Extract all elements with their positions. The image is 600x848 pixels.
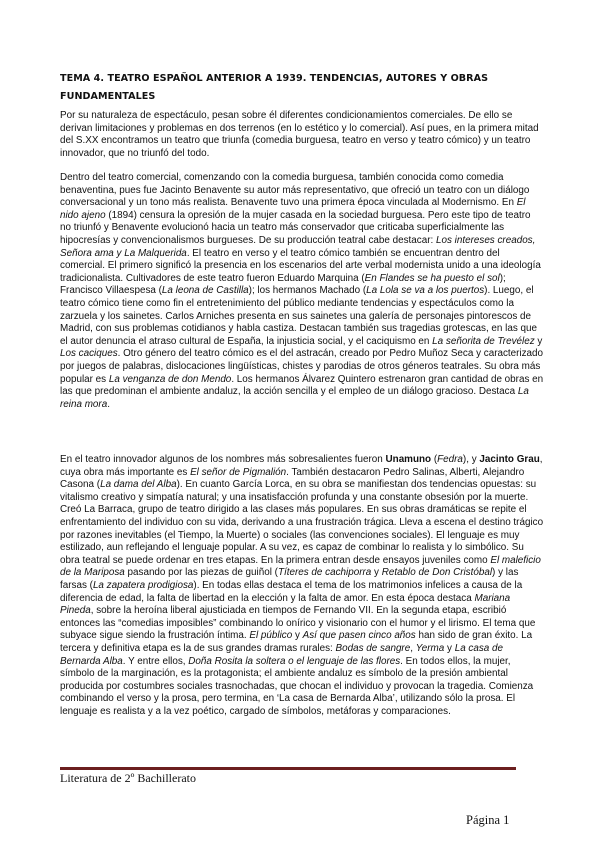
italic-text: Mariana Pineda bbox=[60, 592, 511, 617]
paragraph-text: y bbox=[534, 335, 543, 347]
paragraph-text: , sobre la heroína liberal ajusticiada en tiempos de Fernando VII. En la segunda etapa, escribió entonces las “comedias imposibles” combinando lo onírico y visionario con el humor y el lirismo. El tema que subyace sigue siendo la frustración íntima. bbox=[60, 605, 536, 642]
paragraph-text: y bbox=[371, 567, 382, 579]
italic-text: La casa de Bernarda Alba bbox=[60, 642, 504, 667]
italic-text: Doña Rosita la soltera o el lenguaje de las flores bbox=[188, 655, 401, 667]
paragraph-text: , bbox=[410, 642, 416, 654]
paragraph-text: En el teatro innovador algunos de los nombres más sobresalientes fueron bbox=[60, 454, 386, 465]
italic-text: La dama del Alba bbox=[100, 479, 177, 491]
paragraph-text: ); Francisco Villaespesa ( bbox=[60, 272, 506, 297]
italic-text: Bodas de sangre bbox=[335, 642, 411, 654]
paragraph-intro bbox=[60, 110, 544, 160]
paragraph-text: Por su naturaleza de espectáculo, pesan sobre él diferentes condicionamientos comerciales. De ello se derivan limitaciones y problemas en dos terrenos (en lo estético y lo comercial). Así pues, en la primera mitad del S.XX encontramos un teatro que triunfa (comedia burguesa, teatro en verso y teatro cómico) y un teatro innovador, que no triunfó del todo. bbox=[60, 110, 539, 159]
paragraph-text: y bbox=[292, 630, 303, 642]
italic-text: Los caciques bbox=[60, 348, 118, 360]
italic-text: El maleficio de la Mariposa bbox=[60, 554, 541, 579]
italic-text: La señorita de Trevélez bbox=[432, 335, 535, 347]
italic-text: El señor de Pigmalión bbox=[190, 466, 287, 478]
footer-page-number: Página 1 bbox=[466, 813, 510, 827]
paragraph-text: ) y las farsas ( bbox=[60, 567, 519, 591]
italic-text: La venganza de don Mendo bbox=[108, 373, 232, 385]
paragraph-commercial-theatre bbox=[60, 172, 544, 411]
paragraph-text: . bbox=[107, 398, 110, 410]
bold-text: Unamuno bbox=[385, 454, 432, 465]
paragraph-text: han sido de gran éxito. La tercera y definitiva etapa es la de sus grandes dramas rurales: bbox=[60, 630, 533, 654]
footer-rule bbox=[60, 767, 516, 770]
paragraph-text: . También destacaron Pedro Salinas, Alberti, Alejandro Casona ( bbox=[60, 466, 525, 491]
italic-text: Retablo de Don Cristóbal bbox=[381, 567, 493, 579]
paragraph-text: . El teatro en verso y el teatro cómico también se encuentran dentro del comercial. El primero significó la presencia en los escenarios del arte verbal modernista unido a una ideología tradicionalista. Cultivadores de este teatro fueron Eduardo Marquina ( bbox=[60, 247, 541, 284]
footer-course-label: Literatura de 2º Bachillerato bbox=[60, 771, 196, 785]
italic-text: Yerma bbox=[415, 642, 445, 654]
paragraph-text: Dentro del teatro comercial, comenzando con la comedia burguesa, también conocida como comedia benaventina, pues fue Jacinto Benavente su autor más representativo, que ofreció un teatro con un diálogo conversacional y un tono más realista. Benavente tuvo una primera época vinculada al Modernismo. En bbox=[60, 172, 530, 209]
italic-text: El público bbox=[249, 630, 293, 642]
italic-text: Títeres de cachiporra bbox=[277, 567, 372, 579]
italic-text: La zapatera prodigiosa bbox=[92, 579, 194, 591]
bold-text: Jacinto Grau bbox=[479, 454, 540, 465]
paragraph-text: ), y bbox=[462, 454, 480, 465]
paragraph-text: ); los hermanos Machado ( bbox=[248, 285, 367, 297]
paragraph-text: . Y entre ellos, bbox=[122, 655, 189, 667]
italic-text: Así que pasen cinco años bbox=[302, 630, 416, 642]
paragraph-text: , cuya obra más importante es bbox=[60, 454, 543, 478]
paragraph-text: ). En todas ellas destaca el tema de los matrimonios infelices a causa de la diferencia de edad, la falta de libertad en la elección y la falta de amor. En esta época destaca bbox=[60, 579, 523, 604]
paragraph-text: ( bbox=[431, 454, 438, 465]
paragraph-text: . Otro género del teatro cómico es el del astracán, creado por Pedro Muñoz Seca y caracterizado por juegos de palabras, dislocaciones lingüísticas, chistes y parodias de otros géneros teatrales. Su obra más popular es bbox=[60, 348, 544, 385]
document-title: TEMA 4. TEATRO ESPAÑOL ANTERIOR A 1939. TENDENCIAS, AUTORES Y OBRAS FUNDAMENTALES bbox=[60, 73, 489, 102]
paragraph-text: pasando por las piezas de guiñol ( bbox=[124, 567, 278, 579]
italic-text: Los intereses creados, Señora ama y La Malquerida bbox=[60, 234, 536, 259]
paragraph-text: ). Luego, el teatro cómico tiene como fin el entretenimiento del público mediante tendencias y espectáculos como la zarzuela y los sainetes. Carlos Arniches presenta en sus sainetes una galería de personajes pintorescos de Madrid, con sus problemas cotidianos y habla castiza. Destacan también sus tragedias grotescas, en las que el autor denuncia el atraso cultural de España, la injusticia social, y el caciquismo en bbox=[60, 285, 537, 347]
italic-text: La leona de Castilla bbox=[161, 285, 249, 297]
paragraph-text: . En todos ellos, la mujer, símbolo de la marginación, es la protagonista; el ambiente andaluz es símbolo de la presión ambiental producida por costumbres sociales trasnochadas, que chocan el individuo y provocan la tragedia. Comienza combinando el verso y la prosa, pero termina, en ‘La casa de Bernarda Alba’, utilizando sólo la prosa. El lenguaje es realista y a la vez poético, cargado de símbolos, metáforas y comparaciones. bbox=[60, 655, 534, 717]
italic-text: La reina mora bbox=[60, 386, 529, 410]
italic-text: Fedra bbox=[437, 454, 463, 465]
paragraph-text: ). En cuanto García Lorca, en su obra se manifiestan dos tendencias opuestas: su vitalismo creativo y simpatía natural; y una insatisfacción profunda y una constante obsesión por la muerte. Creó La Barraca, grupo de teatro dirigido a las clases más populares. En sus obras dramáticas se repite el enfrentamiento del individuo con su vida, derivando a una frustración trágica. Lleva a escena el destino trágico por razones inevitables (el Tiempo, la Muerte) o sociales (las convenciones sociales). El lenguaje es muy estilizado, aun reflejando el lenguaje popular. A su vez, es capaz de combinar lo realista y lo simbólico. Su obra teatral se puede ordenar en tres etapas. En la primera entran desde ensayos juveniles como bbox=[60, 479, 544, 566]
italic-text: En Flandes se ha puesto el sol bbox=[364, 272, 500, 284]
paragraph-text: y bbox=[444, 642, 455, 654]
italic-text: El nido ajeno bbox=[60, 197, 526, 221]
paragraph-innovative-theatre bbox=[60, 454, 544, 718]
italic-text: La Lola se va a los puertos bbox=[366, 285, 485, 297]
paragraph-text: (1894) censura la opresión de la mujer casada en la sociedad burguesa. Pero este tipo de teatro no triunfó y Benavente evolucionó hacia un teatro más conservador que criticaba superficialmente las hipocresías y convencionalismos burgueses. De su producción teatral cabe destacar: bbox=[60, 209, 531, 246]
paragraph-text: . Los hermanos Álvarez Quintero estrenaron gran cantidad de obras en las que predominan el ambiente andaluz, la acción sencilla y el empleo de un diálogo gracioso. Destaca bbox=[60, 373, 544, 398]
